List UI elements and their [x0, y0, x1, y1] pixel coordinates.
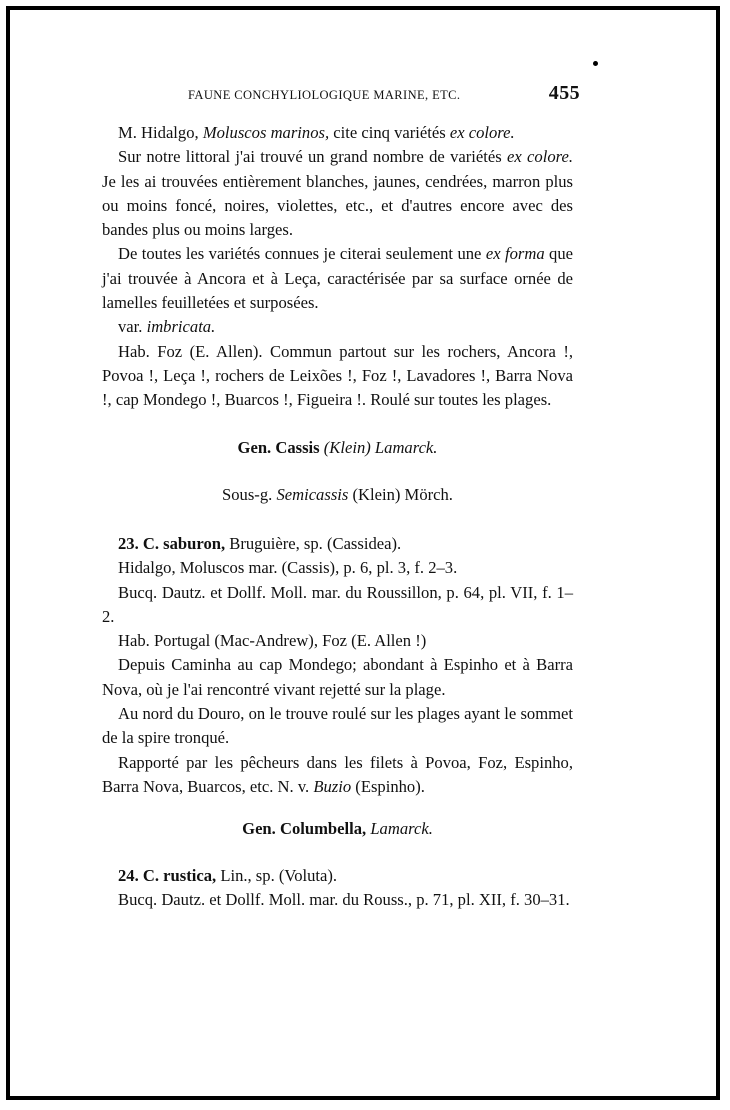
paragraph: Au nord du Douro, on le trouve roulé sur les plages ayant le sommet de la spire tronqué.	[102, 704, 573, 748]
reference: Hidalgo, Moluscos mar. (Cassis), p. 6, pl. 3, f. 2–3.	[118, 558, 458, 578]
habitat-paragraph: Hab. Foz (E. Allen). Commun partout sur les rochers, Ancora !, Povoa !, Leça !, rochers de Leixões !, Foz !, Lavadores !, Barra Nova !, cap Mondego !, Buarcos !, Figueira !. Roulé sur toutes les plages.	[102, 341, 573, 410]
running-title: FAUNE CONCHYLIOLOGIQUE MARINE, ETC.	[188, 88, 461, 102]
paragraph: Rapporté par les pêcheurs dans les filets à Povoa, Foz, Espinho, Barra Nova, Buarcos, etc. N. v. Buzio (Espinho).	[102, 752, 573, 796]
page-number: 455	[548, 82, 580, 104]
paragraph: De toutes les variétés connues je citerai seulement une ex forma que j'ai trouvée à Ancora et à Leça, caractérisée par sa surface ornée de lamelles feuilletées et surposées.	[102, 244, 574, 313]
genus-heading-columbella: Gen. Columbella, Lamarck.	[242, 819, 433, 838]
species-title: 23. C. saburon, Bruguière, sp. (Cassidea).	[118, 534, 402, 553]
genus-heading-cassis: Gen. Cassis (Klein) Lamarck.	[237, 438, 438, 457]
subgenus-heading-semicassis: Sous-g. Semicassis (Klein) Mörch.	[222, 485, 453, 504]
paragraph: Sur notre littoral j'ai trouvé un grand nombre de variétés ex colore. Je les ai trouvées entièrement blanches, jaunes, cendrées, marron plus ou moins foncé, noires, violettes, etc., et d'autres encore avec des bandes plus ou moins larges.	[102, 147, 573, 240]
variety-line: var. imbricata.	[118, 317, 216, 337]
text-block-intro	[102, 121, 573, 413]
reference: Bucq. Dautz. et Dollf. Moll. mar. du Roussillon, p. 64, pl. VII, f. 1–2.	[102, 582, 573, 626]
species-23-entry	[102, 532, 573, 799]
species-24-entry	[102, 864, 573, 913]
paragraph: M. Hidalgo, Moluscos marinos, cite cinq variétés ex colore.	[118, 123, 515, 142]
ink-dot	[593, 61, 598, 66]
paragraph: Depuis Caminha au cap Mondego; abondant à Espinho et à Barra Nova, où je l'ai rencontré vivant rejetté sur la plage.	[102, 655, 573, 699]
reference: Bucq. Dautz. et Dollf. Moll. mar. du Rouss., p. 71, pl. XII, f. 30–31.	[118, 890, 570, 910]
species-title: 24. C. rustica, Lin., sp. (Voluta).	[118, 866, 338, 885]
habitat-line: Hab. Portugal (Mac-Andrew), Foz (E. Allen !)	[118, 631, 427, 651]
